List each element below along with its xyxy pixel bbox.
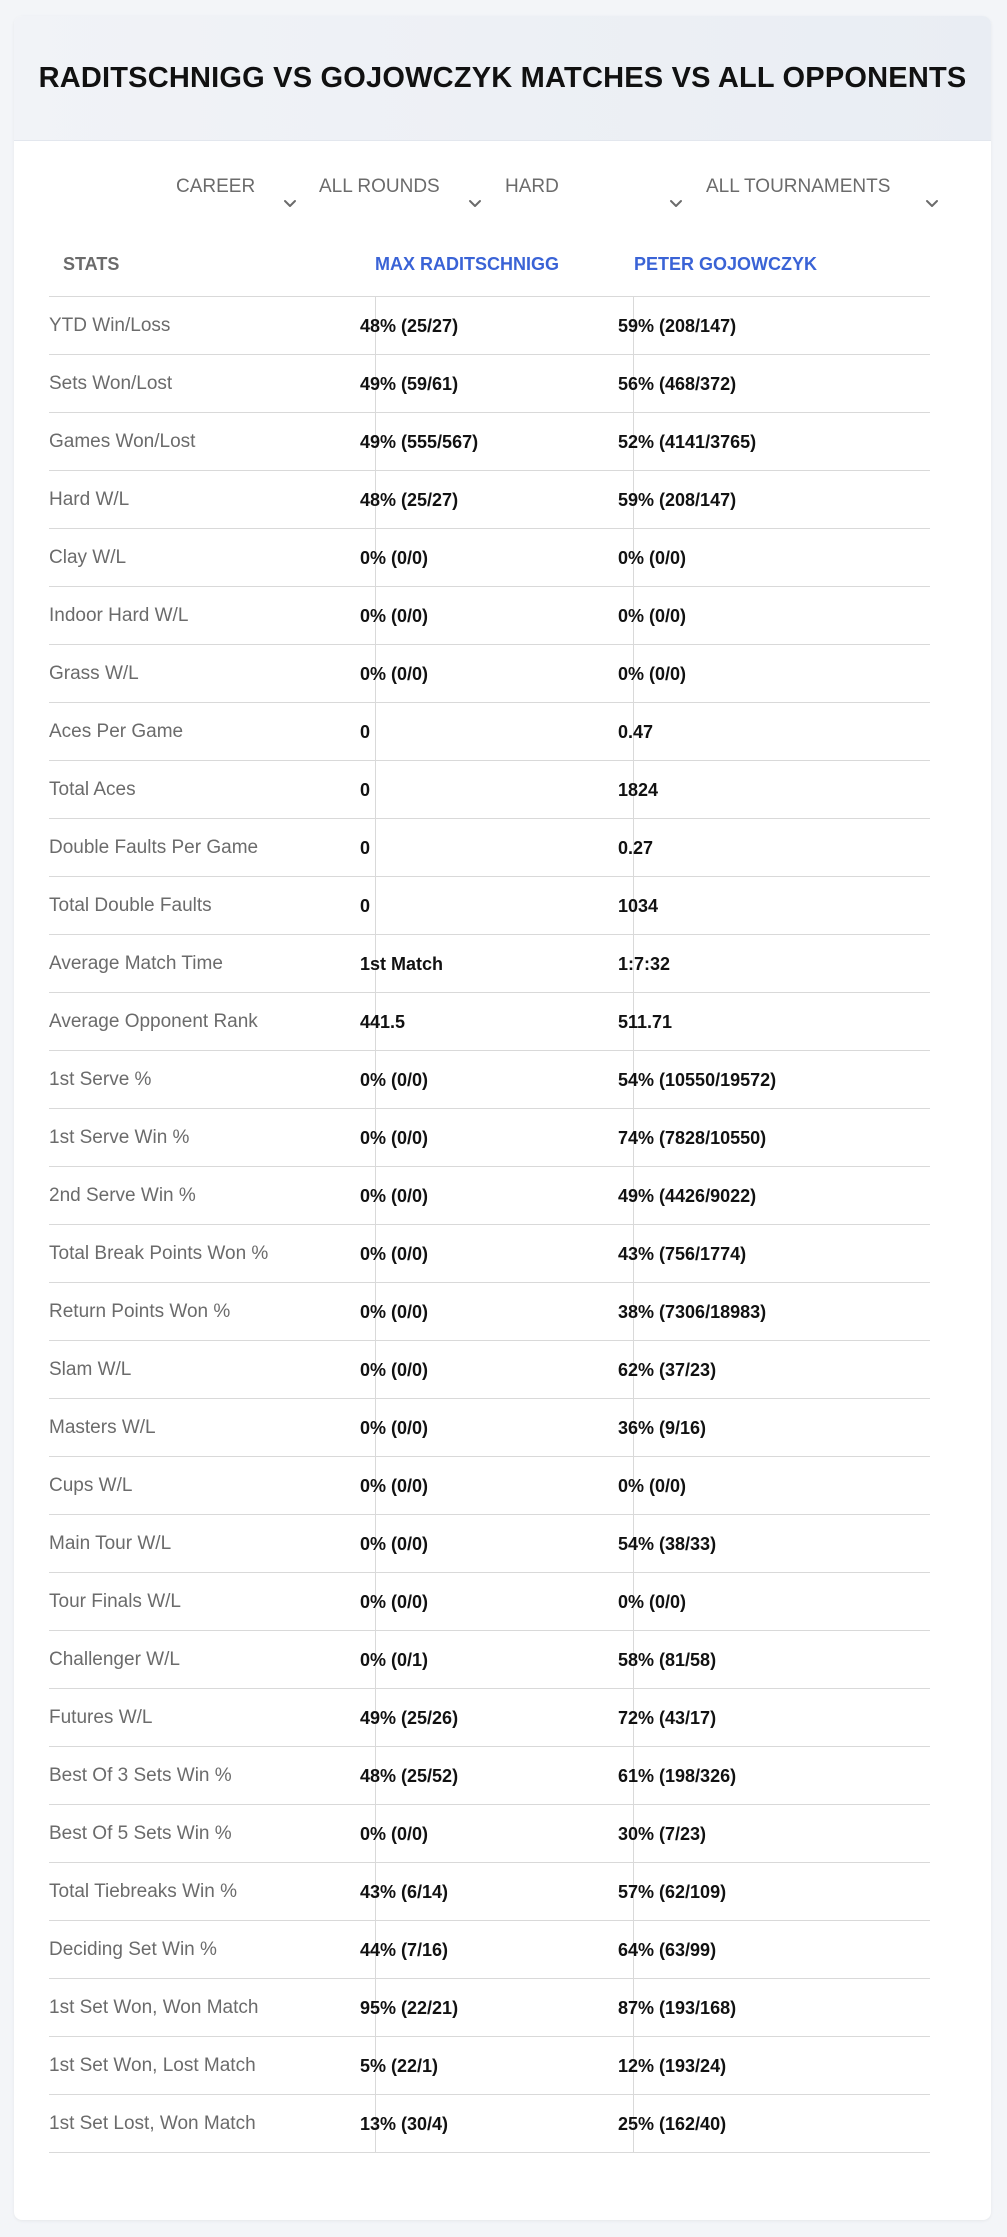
player-b-value: 0% (0/0) (618, 664, 687, 684)
player-a-value: 1st Match (360, 954, 444, 974)
player-a-value: 0% (0/0) (360, 548, 429, 568)
stat-label: 1st Serve Win % (49, 1127, 190, 1148)
player-a-value: 0% (0/0) (360, 1186, 429, 1206)
player-b-value: 0% (0/0) (618, 1592, 687, 1612)
table-row (49, 1282, 930, 1340)
player-a-value: 0% (0/0) (360, 664, 429, 684)
table-row (49, 1920, 930, 1978)
stat-label: Challenger W/L (49, 1649, 180, 1670)
stat-label: 1st Set Lost, Won Match (49, 2113, 256, 2134)
player-b-value: 59% (208/147) (618, 316, 737, 336)
table-row (49, 1166, 930, 1224)
player-b-value: 64% (63/99) (618, 1940, 717, 1960)
player-b-value: 30% (7/23) (618, 1824, 707, 1844)
rounds-select[interactable] (319, 172, 440, 202)
rounds-select-value: ALL ROUNDS (319, 176, 440, 197)
player-b-value: 1824 (618, 780, 659, 800)
player-b-value: 36% (9/16) (618, 1418, 707, 1438)
player-a-value: 0 (360, 722, 371, 742)
stat-label: 1st Serve % (49, 1069, 152, 1090)
period-select-value: CAREER (176, 176, 256, 197)
stat-label: Total Tiebreaks Win % (49, 1881, 237, 1902)
stat-label: Tour Finals W/L (49, 1591, 181, 1612)
player-a-value: 48% (25/27) (360, 316, 459, 336)
player-a-value: 44% (7/16) (360, 1940, 449, 1960)
table-row (49, 760, 930, 818)
player-b-value: 1:7:32 (618, 954, 671, 974)
player-a-value: 49% (555/567) (360, 432, 479, 452)
table-row (49, 1804, 930, 1862)
stats-column-header: STATS (63, 254, 120, 274)
table-row (49, 1572, 930, 1630)
player-b-header-link[interactable]: PETER GOJOWCZYK (634, 254, 818, 274)
tournaments-select[interactable] (706, 172, 890, 202)
page-title: RADITSCHNIGG VS GOJOWCZYK MATCHES VS ALL OPPONENTS (38, 61, 967, 94)
stat-label: Double Faults Per Game (49, 837, 259, 858)
stat-label: Main Tour W/L (49, 1533, 172, 1554)
stat-label: Average Match Time (49, 953, 223, 974)
table-row (49, 934, 930, 992)
player-b-value: 74% (7828/10550) (618, 1128, 767, 1148)
stat-label: Return Points Won % (49, 1301, 231, 1322)
stat-label: YTD Win/Loss (49, 315, 171, 336)
surface-select[interactable] (505, 172, 559, 202)
stat-label: Total Break Points Won % (49, 1243, 269, 1264)
player-a-value: 5% (22/1) (360, 2056, 439, 2076)
player-b-value: 58% (81/58) (618, 1650, 717, 1670)
player-a-value: 43% (6/14) (360, 1882, 449, 1902)
player-a-value: 48% (25/52) (360, 1766, 459, 1786)
stat-label: Sets Won/Lost (49, 373, 173, 394)
table-row (49, 1398, 930, 1456)
player-b-value: 0% (0/0) (618, 606, 687, 626)
player-a-value: 0% (0/0) (360, 1360, 429, 1380)
player-b-value: 49% (4426/9022) (618, 1186, 757, 1206)
table-row (49, 1862, 930, 1920)
player-a-value: 48% (25/27) (360, 490, 459, 510)
stat-label: Deciding Set Win % (49, 1939, 217, 1960)
table-row (49, 1340, 930, 1398)
chevron-down-icon[interactable] (668, 196, 684, 212)
player-b-value: 62% (37/23) (618, 1360, 717, 1380)
chevron-down-icon[interactable] (924, 196, 940, 212)
stat-label: Futures W/L (49, 1707, 153, 1728)
stat-label: Grass W/L (49, 663, 139, 684)
card-header (14, 16, 991, 141)
table-row (49, 876, 930, 934)
player-b-value: 38% (7306/18983) (618, 1302, 767, 1322)
period-select[interactable] (176, 172, 255, 202)
player-a-value: 0 (360, 780, 371, 800)
player-b-value: 43% (756/1774) (618, 1244, 747, 1264)
player-b-value: 0.27 (618, 838, 654, 858)
player-b-value: 12% (193/24) (618, 2056, 727, 2076)
table-row (49, 412, 930, 470)
player-a-value: 0 (360, 838, 371, 858)
player-b-value: 511.71 (618, 1012, 673, 1032)
player-a-value: 0% (0/1) (360, 1650, 429, 1670)
table-row (49, 1456, 930, 1514)
table-row (49, 586, 930, 644)
chevron-down-icon[interactable] (467, 196, 483, 212)
player-a-value: 441.5 (360, 1012, 406, 1032)
surface-select-value: HARD (505, 176, 559, 197)
stat-label: Best Of 5 Sets Win % (49, 1823, 232, 1844)
player-a-value: 0% (0/0) (360, 1302, 429, 1322)
player-b-value: 87% (193/168) (618, 1998, 737, 2018)
stats-table (49, 296, 930, 2153)
player-b-value: 59% (208/147) (618, 490, 737, 510)
table-row (49, 818, 930, 876)
stat-label: Best Of 3 Sets Win % (49, 1765, 232, 1786)
player-b-value: 0% (0/0) (618, 548, 687, 568)
player-b-value: 25% (162/40) (618, 2114, 727, 2134)
player-a-value: 0% (0/0) (360, 1592, 429, 1612)
player-b-value: 72% (43/17) (618, 1708, 717, 1728)
player-a-value: 0% (0/0) (360, 1476, 429, 1496)
player-a-value: 0% (0/0) (360, 606, 429, 626)
player-b-value: 56% (468/372) (618, 374, 737, 394)
table-row (49, 296, 930, 354)
player-a-value: 0% (0/0) (360, 1128, 429, 1148)
player-b-value: 0.47 (618, 722, 654, 742)
table-row (49, 1050, 930, 1108)
stat-label: Total Double Faults (49, 895, 212, 916)
stat-label: Games Won/Lost (49, 431, 196, 452)
stat-label: Cups W/L (49, 1475, 133, 1496)
player-a-value: 0% (0/0) (360, 1418, 429, 1438)
table-row (49, 1224, 930, 1282)
stat-label: Average Opponent Rank (49, 1011, 258, 1032)
table-row (49, 1746, 930, 1804)
stat-label: 1st Set Won, Won Match (49, 1997, 259, 2018)
player-a-value: 0% (0/0) (360, 1244, 429, 1264)
player-a-value: 0% (0/0) (360, 1534, 429, 1554)
player-a-header-link[interactable]: MAX RADITSCHNIGG (375, 254, 559, 274)
tournaments-select-value: ALL TOURNAMENTS (706, 176, 891, 197)
table-row (49, 702, 930, 760)
stat-label: Clay W/L (49, 547, 127, 568)
table-row (49, 2036, 930, 2094)
stat-label: Aces Per Game (49, 721, 184, 742)
player-b-value: 0% (0/0) (618, 1476, 687, 1496)
stat-label: Indoor Hard W/L (49, 605, 189, 626)
table-row (49, 1514, 930, 1572)
stat-label: 1st Set Won, Lost Match (49, 2055, 256, 2076)
table-row (49, 992, 930, 1050)
stat-label: Masters W/L (49, 1417, 156, 1438)
player-a-value: 49% (59/61) (360, 374, 459, 394)
player-a-value: 95% (22/21) (360, 1998, 459, 2018)
table-row (49, 1978, 930, 2036)
stat-label: Total Aces (49, 779, 136, 800)
player-b-value: 61% (198/326) (618, 1766, 737, 1786)
player-a-value: 0% (0/0) (360, 1070, 429, 1090)
table-row (49, 1688, 930, 1746)
table-row (49, 354, 930, 412)
stat-label: Slam W/L (49, 1359, 132, 1380)
table-row (49, 1630, 930, 1688)
player-a-value: 0 (360, 896, 371, 916)
player-b-value: 1034 (618, 896, 659, 916)
player-a-value: 0% (0/0) (360, 1824, 429, 1844)
table-row (49, 528, 930, 586)
player-a-value: 13% (30/4) (360, 2114, 449, 2134)
player-b-value: 54% (38/33) (618, 1534, 717, 1554)
table-row (49, 1108, 930, 1166)
table-row (49, 644, 930, 702)
table-row (49, 470, 930, 528)
table-row (49, 2094, 930, 2153)
player-b-value: 54% (10550/19572) (618, 1070, 777, 1090)
player-b-value: 57% (62/109) (618, 1882, 727, 1902)
player-a-value: 49% (25/26) (360, 1708, 459, 1728)
chevron-down-icon[interactable] (282, 196, 298, 212)
player-b-value: 52% (4141/3765) (618, 432, 757, 452)
stat-label: 2nd Serve Win % (49, 1185, 196, 1206)
stat-label: Hard W/L (49, 489, 130, 510)
